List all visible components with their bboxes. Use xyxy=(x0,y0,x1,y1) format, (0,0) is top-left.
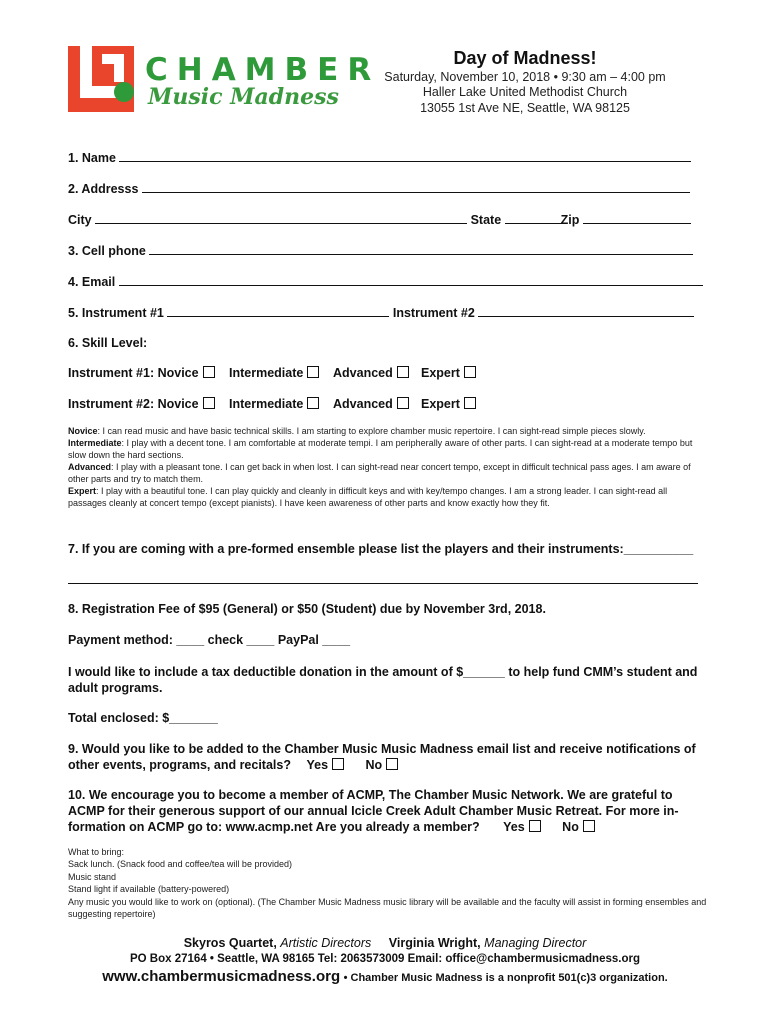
advanced-label: Advanced xyxy=(333,397,393,411)
phone-field[interactable] xyxy=(68,242,693,258)
instrument2-label: Instrument #2 xyxy=(392,306,475,320)
city-state-zip-field[interactable] xyxy=(68,211,691,227)
intermediate-term: Intermediate xyxy=(68,438,122,448)
quartet-role: Artistic Directors xyxy=(280,936,372,950)
q9-email-list xyxy=(68,741,708,773)
email-label: 4. Email xyxy=(68,275,116,289)
bring-item: Any music you would like to work on (optional). (The Chamber Music Madness music library will be available and the faculty will assist in forming ensembles and suggesting repertoire) xyxy=(68,896,707,920)
footer-website-line xyxy=(0,968,770,985)
novice-text: : I can read music and have basic technical skills. I am starting to explore chamber music repertoire. I can sight-read simple pieces slowly. xyxy=(97,426,646,436)
nonprofit-note: • Chamber Music Madness is a nonprofit 501(c)3 organization. xyxy=(343,972,668,984)
event-venue: Haller Lake United Methodist Church xyxy=(422,85,628,99)
skill-row1-novice[interactable] xyxy=(68,366,215,380)
state-label: State xyxy=(470,213,502,227)
instrument2-line[interactable] xyxy=(478,304,694,317)
donation[interactable]: I would like to include a tax deductible donation in the amount of $______ to help fund CMM’s student and adult programs. xyxy=(68,665,698,695)
skill-row2-novice[interactable] xyxy=(68,397,215,411)
address-label: 2. Addresss xyxy=(68,182,139,196)
skill-row2-advanced[interactable] xyxy=(333,397,409,411)
zip-line[interactable] xyxy=(583,211,691,224)
advanced-text: : I play with a pleasant tone. I can get back in when lost. I can sight-read near concert tempo, except in difficult technical pass ages. I am aware of other parts and try to match them. xyxy=(68,462,691,484)
expert-description xyxy=(68,485,698,509)
event-address: 13055 1st Ave NE, Seattle, WA 98125 xyxy=(420,101,630,115)
q9-no-label: No xyxy=(365,758,383,772)
name-label: 1. Name xyxy=(68,151,116,165)
website-link[interactable]: www.chambermusicmadness.org xyxy=(102,968,341,985)
bring-heading: What to bring: xyxy=(68,847,125,857)
intermediate-label: Intermediate xyxy=(229,397,304,411)
city-label: City xyxy=(68,213,92,227)
expert-checkbox[interactable] xyxy=(464,366,476,378)
skill-row1-advanced[interactable] xyxy=(333,366,409,380)
skill-row2-label: Instrument #2: Novice xyxy=(68,397,199,411)
novice-checkbox[interactable] xyxy=(203,366,215,378)
advanced-label: Advanced xyxy=(333,366,393,380)
payment-method[interactable]: Payment method: ____ check ____ PayPal ____ xyxy=(68,633,351,647)
expert-label: Expert xyxy=(421,397,460,411)
instrument1-label: 5. Instrument #1 xyxy=(68,306,164,320)
total-enclosed[interactable]: Total enclosed: $_______ xyxy=(68,711,218,725)
skill-row2-intermediate[interactable] xyxy=(229,397,319,411)
skill-row1-label: Instrument #1: Novice xyxy=(68,366,199,380)
director-role: Managing Director xyxy=(484,936,587,950)
q10-text: 10. We encourage you to become a member of ACMP, The Chamber Music Network. We are grateful to ACMP for their generous support of our annual Icicle Creek Adult Chamber Music Retreat. For more in-formation on ACMP go to: www.acmp.net Are you already a member? xyxy=(68,788,679,834)
event-date-time: Saturday, November 10, 2018 • 9:30 am – 4:00 pm xyxy=(384,70,666,84)
zip-label: Zip xyxy=(560,213,580,227)
email-field[interactable] xyxy=(68,273,703,289)
intermediate-text: : I play with a decent tone. I am comfortable at moderate tempi. I am peripherally aware of other parts. I can sight-read at a moderate tempo but slow down the hard sections. xyxy=(68,438,693,460)
name-field[interactable] xyxy=(68,149,691,165)
skill-row1-expert[interactable] xyxy=(421,366,476,380)
novice-term: Novice xyxy=(68,426,98,436)
novice-checkbox[interactable] xyxy=(203,397,215,409)
skill-descriptions xyxy=(68,425,698,509)
address-line[interactable] xyxy=(142,180,690,193)
q10-no-checkbox[interactable] xyxy=(583,820,595,832)
expert-term: Expert xyxy=(68,486,97,496)
intermediate-checkbox[interactable] xyxy=(307,397,319,409)
skill-row2-expert[interactable] xyxy=(421,397,476,411)
advanced-checkbox[interactable] xyxy=(397,366,409,378)
q10-yes-checkbox[interactable] xyxy=(529,820,541,832)
q9-no-checkbox[interactable] xyxy=(386,758,398,770)
intermediate-checkbox[interactable] xyxy=(307,366,319,378)
q10-yes-label: Yes xyxy=(503,820,525,834)
advanced-term: Advanced xyxy=(68,462,112,472)
instrument-field[interactable] xyxy=(68,304,694,320)
bring-item: Sack lunch. (Snack food and coffee/tea will be provided) xyxy=(68,859,292,870)
q10-acmp xyxy=(68,787,708,835)
q9-yes-checkbox[interactable] xyxy=(332,758,344,770)
intermediate-label: Intermediate xyxy=(229,366,304,380)
phone-label: 3. Cell phone xyxy=(68,244,146,258)
q10-no-label: No xyxy=(562,820,579,834)
advanced-description xyxy=(68,461,698,485)
bring-item: Music stand xyxy=(68,871,117,882)
expert-text: : I play with a beautiful tone. I can play quickly and cleanly in difficult keys and with key/tempo changes. I am a strong leader. I can sight-read all passages cleanly at concert tempo (except pianists). I have keen awareness of other parts and know exactly how they fit. xyxy=(68,486,668,508)
phone-line[interactable] xyxy=(149,242,693,255)
q7-answer-line[interactable] xyxy=(68,583,698,584)
q7-ensemble: 7. If you are coming with a pre-formed ensemble please list the players and their instruments:__________ xyxy=(68,542,694,556)
logo-mark-icon xyxy=(68,46,134,112)
q9-text: 9. Would you like to be added to the Chamber Music Music Madness email list and receive notifications of other events, programs, and recitals? xyxy=(68,742,696,772)
novice-description xyxy=(68,425,698,437)
state-line[interactable] xyxy=(505,211,561,224)
bring-item: Stand light if available (battery-powered) xyxy=(68,884,230,895)
q9-yes-label: Yes xyxy=(306,758,329,772)
skill-heading: 6. Skill Level: xyxy=(68,336,148,350)
event-title: Day of Madness! xyxy=(453,48,597,68)
footer-directors xyxy=(0,936,770,950)
address-field[interactable] xyxy=(68,180,690,196)
logo-chamber-text: CHAMBER xyxy=(145,52,381,88)
quartet-name: Skyros Quartet, xyxy=(183,936,277,950)
name-line[interactable] xyxy=(119,149,691,162)
advanced-checkbox[interactable] xyxy=(397,397,409,409)
what-to-bring xyxy=(68,846,708,920)
skill-row-1 xyxy=(68,366,708,382)
email-line[interactable] xyxy=(119,273,703,286)
director-name: Virginia Wright, xyxy=(388,936,481,950)
skill-row1-intermediate[interactable] xyxy=(229,366,319,380)
instrument1-line[interactable] xyxy=(167,304,389,317)
intermediate-description xyxy=(68,437,698,461)
logo-music-madness-text: Music Madness xyxy=(148,84,339,110)
q8-fee: 8. Registration Fee of $95 (General) or $50 (Student) due by November 3rd, 2018. xyxy=(68,602,546,616)
skill-row-2 xyxy=(68,397,708,413)
city-line[interactable] xyxy=(95,211,467,224)
expert-checkbox[interactable] xyxy=(464,397,476,409)
footer-contact: PO Box 27164 • Seattle, WA 98165 Tel: 2063573009 Email: office@chambermusicmadness.org xyxy=(130,953,640,965)
expert-label: Expert xyxy=(421,366,460,380)
